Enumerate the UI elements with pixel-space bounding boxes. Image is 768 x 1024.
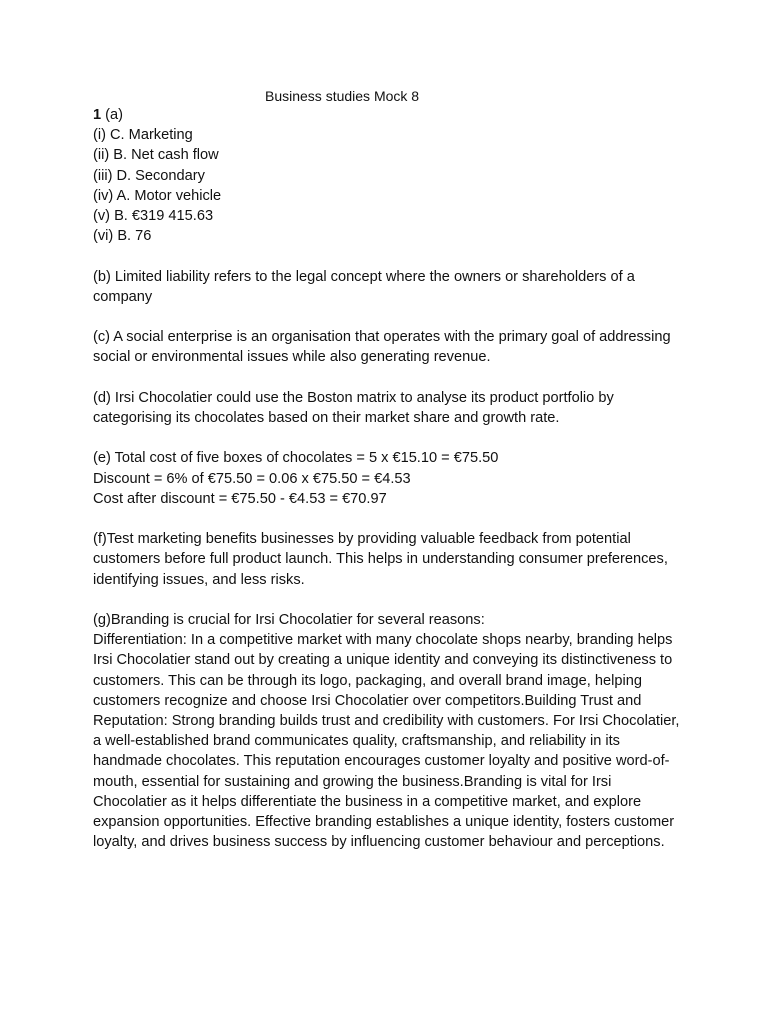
document-page [93, 87, 683, 852]
answer-b: (b) Limited liability refers to the legal concept where the owners or shareholders of a company [93, 268, 635, 305]
answer-g-body: Differentiation: In a competitive market with many chocolate shops nearby, branding helps Irsi Chocolatier stand out by creating a unique identity and conveying its distinctiveness to customers. This can be through its logo, packaging, and overall brand image, helping customers recognize and choose Irsi Chocolatier over competitors.Building Trust and Reputation: Strong branding builds trust and credibility with customers. For Irsi Chocolatier, a well-established brand communicates quality, craftsmanship, and reliability in its handmade chocolates. This reputation encourages customer loyalty and positive word-of-mouth, essential for sustaining and growing the business.Branding is vital for Irsi Chocolatier as it helps differentiate the business in a competitive market, and explore expansion opportunities. Effective branding establishes a unique identity, fosters customer loyalty, and drives business success by influencing customer behaviour and perceptions. [93, 632, 680, 851]
spacer [93, 509, 683, 529]
mcq-answer-vi: (vi) B. 76 [93, 228, 152, 245]
mcq-answer-ii: (ii) B. Net cash flow [93, 147, 219, 164]
mcq-answer-iii: (iii) D. Secondary [93, 167, 205, 184]
spacer [93, 368, 683, 388]
answer-d: (d) Irsi Chocolatier could use the Boston matrix to analyse its product portfolio by categorising its chocolates based on their market share and growth rate. [93, 389, 614, 426]
question-heading [93, 105, 683, 125]
answer-e-line-2: Discount = 6% of €75.50 = 0.06 x €75.50 = €4.53 [93, 470, 411, 487]
answer-g-intro: (g)Branding is crucial for Irsi Chocolatier for several reasons: [93, 611, 485, 628]
part-a-label: (a) [101, 107, 124, 123]
spacer [93, 307, 683, 327]
mcq-answer-v: (v) B. €319 415.63 [93, 208, 214, 225]
answer-e-line-1: (e) Total cost of five boxes of chocolates = 5 x €15.10 = €75.50 [93, 450, 499, 467]
page-title: Business studies Mock 8 [265, 88, 420, 104]
question-number: 1 [93, 107, 102, 123]
mcq-answer-i: (i) C. Marketing [93, 127, 193, 144]
spacer [93, 246, 683, 266]
spacer [93, 428, 683, 448]
answer-c: (c) A social enterprise is an organisation that operates with the primary goal of addressing social or environmental issues while also generating revenue. [93, 329, 671, 366]
answer-f: (f)Test marketing benefits businesses by providing valuable feedback from potential customers before full product launch. This helps in understanding consumer preferences, identifying issues, and less risks. [93, 531, 668, 588]
mcq-answer-iv: (iv) A. Motor vehicle [93, 187, 222, 204]
answer-e-line-3: Cost after discount = €75.50 - €4.53 = €70.97 [93, 490, 387, 507]
spacer [93, 590, 683, 610]
